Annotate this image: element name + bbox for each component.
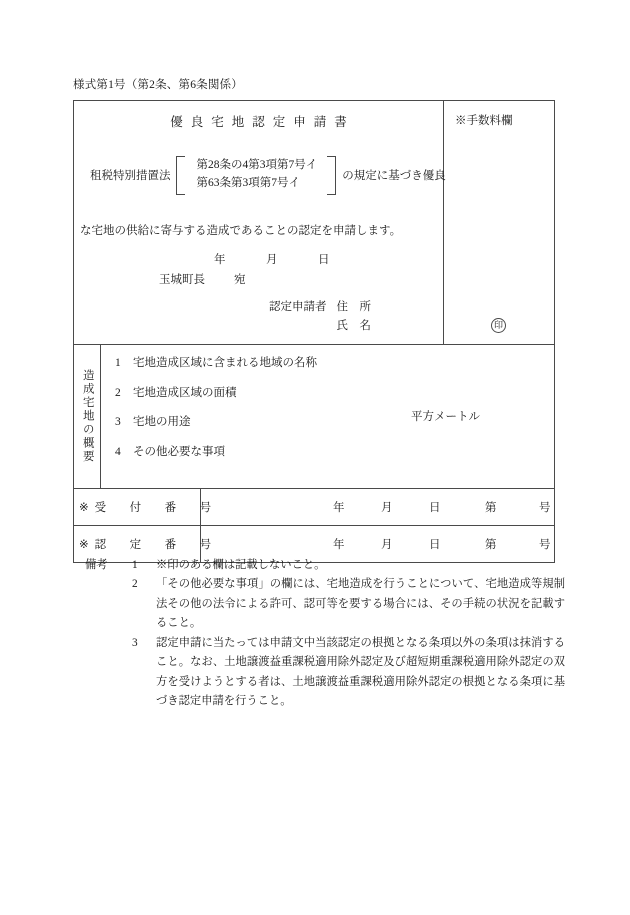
remarks-item: [132, 575, 565, 633]
outline-item-label: 宅地造成区域の面積: [133, 386, 237, 399]
outline-section: [74, 344, 554, 488]
certification-day-label: 日: [429, 539, 441, 551]
receipt-month-label: 月: [381, 502, 393, 514]
receipt-year-label: 年: [333, 502, 345, 514]
outline-item: [115, 358, 554, 370]
date-day-label: 日: [318, 254, 330, 266]
fee-column-label: ※手数料欄: [455, 115, 513, 127]
remarks-item: [132, 634, 565, 712]
law-clause-2: 第63条第3項第7号イ: [196, 176, 300, 189]
receipt-number-row: [74, 488, 554, 525]
fee-column-cell: [444, 101, 554, 344]
law-citation-row: [90, 155, 446, 196]
outline-item-number: 2: [115, 386, 121, 399]
outline-item-number: 4: [115, 445, 121, 458]
bracket-left-icon: [176, 156, 185, 195]
receipt-day-label: 日: [429, 502, 441, 514]
outline-items-cell: [101, 345, 554, 488]
applicant-address-label: 住 所: [336, 301, 371, 313]
area-unit-label: 平方メートル: [411, 411, 480, 423]
remarks-section: [85, 556, 565, 711]
receipt-no-prefix: 第: [485, 502, 497, 514]
certification-year-label: 年: [333, 539, 345, 551]
remarks-label: 備考: [85, 559, 108, 571]
applicant-label: 認定申請者: [269, 301, 327, 313]
receipt-number-text: 受 付 番 号: [94, 502, 218, 514]
document-title: 優良宅地認定申請書: [170, 115, 355, 129]
outline-item-number: 3: [115, 416, 121, 428]
application-form-table: [73, 100, 555, 563]
receipt-no-suffix: 号: [539, 502, 551, 514]
certification-month-label: 月: [381, 539, 393, 551]
outline-item-label: 宅地造成区域に含まれる地域の名称: [133, 357, 317, 369]
remarks-item-text: 認定申請に当たっては申請文中当該認定の根拠となる条項以外の条項は抹消すること。なお、土地譲渡益重課税適用除外認定及び超短期重課税適用除外認定の双方を受けようとする者は、土地譲渡益重課税適用除外認定の根拠となる条項に基づき認定申請を行うこと。: [156, 636, 565, 707]
law-clause-1: 第28条の4第3項第7号イ: [196, 159, 318, 171]
date-line: [214, 251, 330, 267]
outline-item: [115, 447, 554, 459]
remarks-item-number: 3: [132, 636, 138, 649]
remarks-list: [85, 556, 565, 711]
certification-no-prefix: 第: [485, 539, 497, 551]
outline-item-number: 1: [115, 357, 121, 369]
outline-item: [115, 417, 554, 429]
certification-no-suffix: 号: [539, 539, 551, 551]
remarks-item-number: 2: [132, 578, 138, 591]
date-month-label: 月: [266, 254, 278, 266]
form-header-section: [74, 101, 554, 344]
outline-item: [115, 388, 554, 400]
seal-icon: 印: [491, 318, 506, 333]
receipt-number-label: [74, 489, 218, 525]
outline-side-label-cell: [74, 345, 101, 488]
outline-item-label: 宅地の用途: [133, 416, 191, 428]
remarks-item: [132, 556, 565, 575]
certification-number-mark: ※: [79, 539, 95, 551]
addressee-line: [159, 271, 246, 287]
addressee-suffix: 宛: [234, 274, 246, 286]
certification-number-text: 認 定 番 号: [94, 539, 218, 551]
applicant-block: [269, 298, 503, 336]
law-citation-tail: の規定に基づき優良: [342, 170, 446, 183]
outline-side-label: 造成宅地の概要: [81, 369, 94, 464]
law-name: 租税特別措置法: [90, 170, 171, 183]
addressee-name: 玉城町長: [159, 274, 205, 286]
applicant-name-label: 氏 名: [336, 319, 371, 332]
application-sentence: な宅地の供給に寄与する造成であることの認定を申請します。: [80, 225, 402, 237]
bracket-right-icon: [327, 156, 336, 195]
outline-item-label: その他必要な事項: [133, 445, 225, 458]
law-clause-list: [185, 155, 328, 196]
date-year-label: 年: [214, 254, 226, 266]
receipt-number-mark: ※: [79, 502, 95, 514]
remarks-item-text: 「その他必要な事項」の欄には、宅地造成を行うことについて、宅地造成等規制法その他の法令による許可、認可等を要する場合には、その手続の状況を記載すること。: [156, 578, 565, 630]
form-number: 様式第1号（第2条、第6条関係）: [73, 79, 243, 91]
remarks-item-text: ※印のある欄は記載しないこと。: [156, 559, 326, 571]
receipt-number-value-cell: [201, 489, 554, 525]
remarks-item-number: 1: [132, 559, 138, 571]
